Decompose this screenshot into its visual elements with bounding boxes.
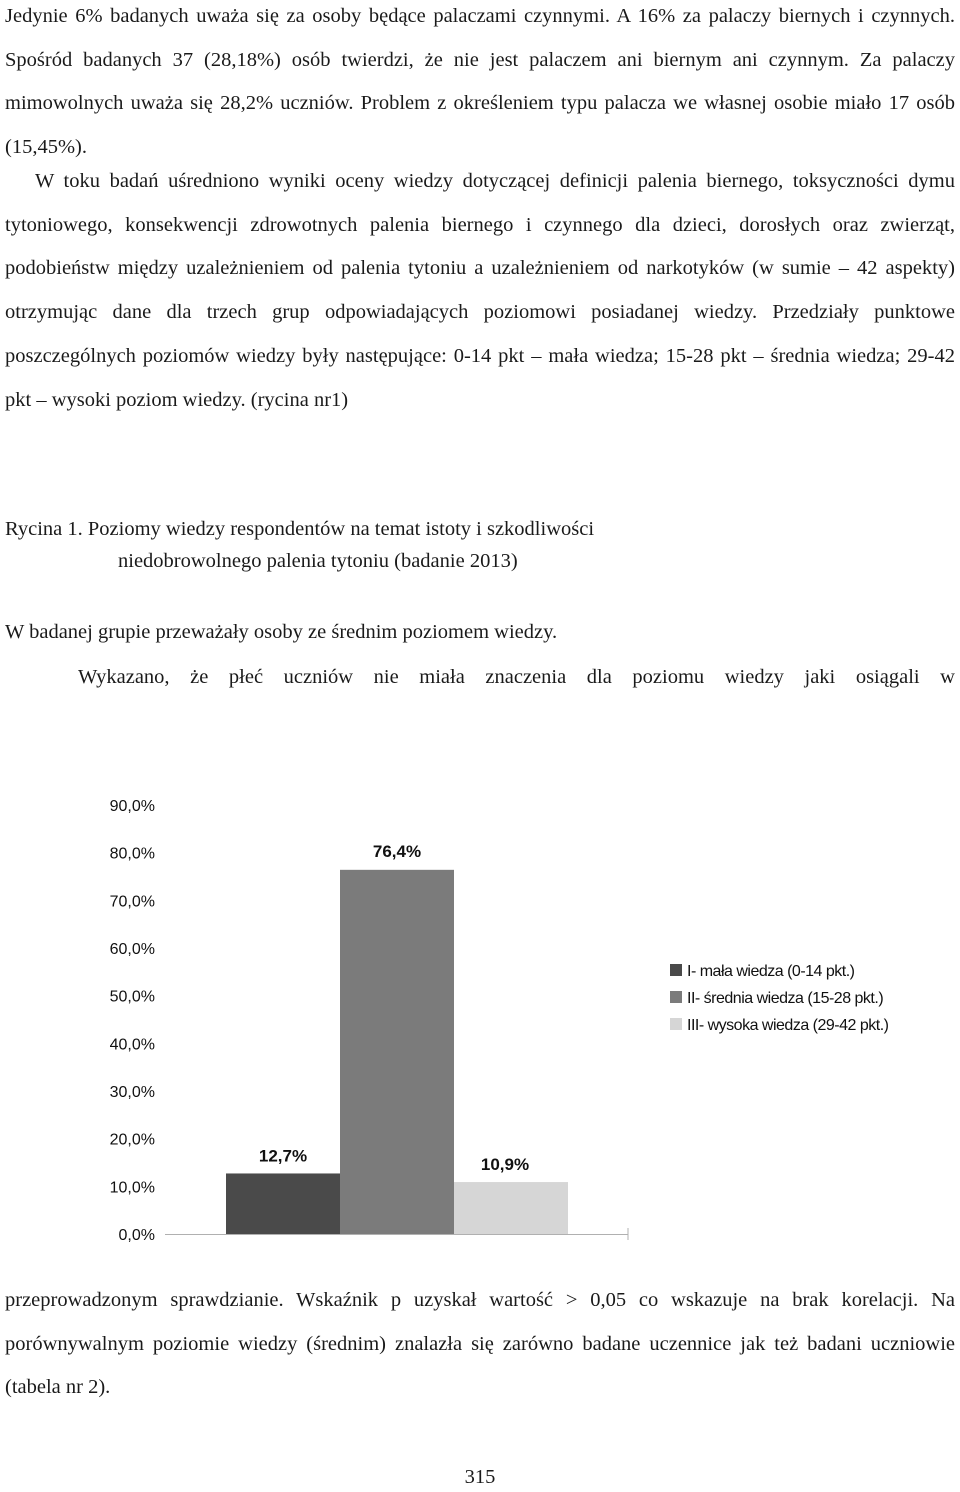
legend-label-1: I- mała wiedza (0-14 pkt.) — [687, 963, 855, 980]
knowledge-levels-bar-chart — [80, 770, 940, 1250]
y-tick-label: 0,0% — [118, 1227, 155, 1244]
legend-swatch-3 — [670, 1018, 682, 1030]
paragraph-knowledge-assessment: W toku badań uśredniono wyniki oceny wiedzy dotyczącej definicji palenia biernego, toksyczności dymu tytoniowego, konsekwencji zdrowotnych palenia biernego i czynnego dla dzieci, dorosłych oraz zwierząt, podobieństw między uzależnieniem od palenia tytoniu a uzależnieniem od narkotyków (w sumie – 42 aspekty) otrzymując dane dla trzech grup odpowiadających poziomowi posiadanej wiedzy. Przedziały punktowe poszczególnych poziomów wiedzy były następujące: 0-14 pkt – mała wiedza; 15-28 pkt – średnia wiedza; 29-42 pkt – wysoki poziom wiedzy. (rycina nr1) — [5, 170, 955, 411]
figure-caption — [5, 513, 594, 577]
bar-level-1 — [226, 1173, 340, 1234]
data-label-level-3: 10,9% — [480, 1155, 530, 1175]
legend-swatch-2 — [670, 991, 682, 1003]
paragraph-gender-intro: Wykazano, że płeć uczniów nie miała znaczenia dla poziomu wiedzy jaki osiągali w — [78, 666, 955, 688]
y-tick-label: 20,0% — [109, 1131, 155, 1149]
y-tick-label: 60,0% — [109, 941, 155, 958]
y-tick-label: 50,0% — [109, 988, 155, 1006]
caption-line-1: Rycina 1. Poziomy wiedzy respondentów na temat istoty i szkodliwości — [5, 518, 595, 540]
paragraph-correlation: przeprowadzonym sprawdzianie. Wskaźnik p uzyskał wartość > 0,05 co wskazuje na brak korelacji. Na porównywalnym poziomie wiedzy (średnim) znalazła się zarówno badane uczennice jak też badani uczniowie (tabela nr 2). — [5, 1289, 955, 1399]
legend-label-3: III- wysoka wiedza (29-42 pkt.) — [687, 1017, 889, 1034]
paragraph-smokers-types: Jedynie 6% badanych uważa się za osoby będące palaczami czynnymi. A 16% za palaczy biernych i czynnych. Spośród badanych 37 (28,18%) osób twierdzi, że nie jest palaczem ani biernym ani czynnym. Za palaczy mimowolnych uważa się 28,2% uczniów. Problem z określeniem typu palacza we własnej osobie miało 17 osób (15,45%). — [5, 5, 955, 159]
paragraph-medium-knowledge: W badanej grupie przeważały osoby ze średnim poziomem wiedzy. — [5, 621, 558, 643]
bar-level-3 — [454, 1182, 568, 1234]
bar-level-2 — [340, 870, 454, 1234]
y-tick-label: 80,0% — [109, 845, 155, 863]
page-number: 315 — [464, 1466, 496, 1488]
caption-line-2: niedobrowolnego palenia tytoniu (badanie 2013) — [118, 550, 518, 572]
y-tick-label: 40,0% — [109, 1036, 155, 1054]
y-tick-label: 10,0% — [109, 1179, 155, 1197]
data-label-level-1: 12,7% — [258, 1146, 308, 1166]
legend-swatch-1 — [670, 964, 682, 976]
y-tick-label: 70,0% — [109, 893, 155, 911]
y-tick-label: 30,0% — [109, 1084, 155, 1101]
data-label-level-2: 76,4% — [372, 841, 422, 861]
legend-label-2: II- średnia wiedza (15-28 pkt.) — [687, 990, 884, 1007]
y-tick-label: 90,0% — [109, 798, 155, 815]
